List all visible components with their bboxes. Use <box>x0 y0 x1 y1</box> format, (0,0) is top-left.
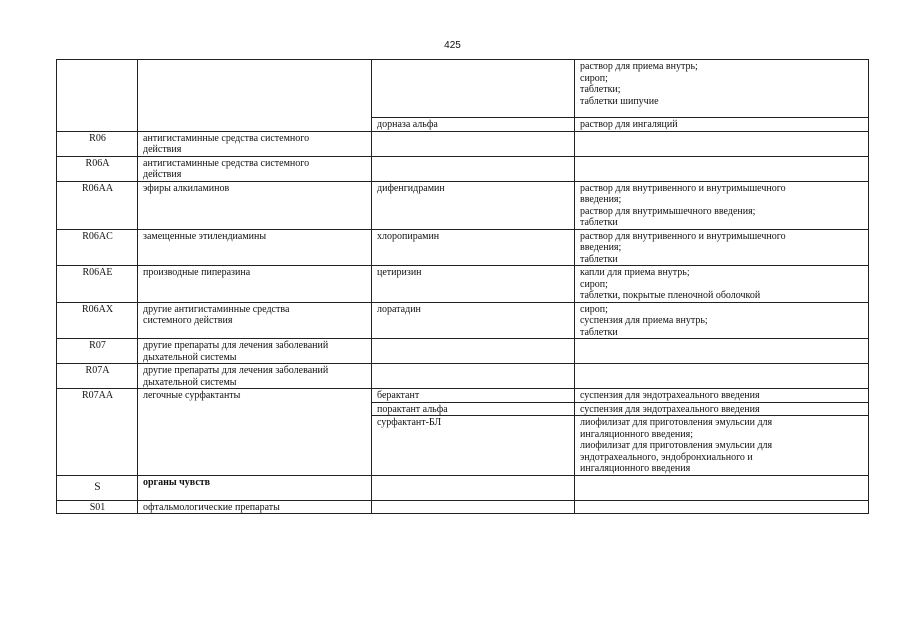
dosage-form-line: сироп; <box>580 72 608 84</box>
atc-group-name-cell <box>138 229 372 266</box>
dosage-forms-cell <box>575 131 869 156</box>
dosage-forms-cell <box>575 339 869 364</box>
group-name-line: другие препараты для лечения заболеваний <box>143 365 329 376</box>
atc-group-name-cell <box>138 60 372 132</box>
dosage-form-line: введения; <box>580 242 622 253</box>
dosage-form-line: раствор для внутримышечного введения; <box>580 205 756 217</box>
drug-name-cell: дорназа альфа <box>372 118 575 132</box>
drug-name-cell <box>372 475 575 500</box>
drug-name-cell <box>372 364 575 389</box>
dosage-form-line: эндотрахеального, эндобронхиального и <box>580 451 753 463</box>
dosage-forms-cell <box>575 475 869 500</box>
atc-group-name-cell <box>138 475 372 500</box>
atc-code-cell: R06AA <box>57 181 138 229</box>
dosage-forms-cell <box>575 181 869 229</box>
atc-code-cell: R06AC <box>57 229 138 266</box>
dosage-forms-cell <box>575 389 869 403</box>
dosage-form-line: лиофилизат для приготовления эмульсии для <box>580 440 773 451</box>
group-name-line: действия <box>143 169 182 180</box>
group-name-line: легочные сурфактанты <box>143 390 241 401</box>
dosage-form-line: таблетки <box>580 253 618 265</box>
atc-group-name-cell <box>138 364 372 389</box>
drug-name-cell <box>372 339 575 364</box>
dosage-form-line: раствор для внутривенного и внутримышечного <box>580 182 786 194</box>
dosage-forms-cell <box>575 364 869 389</box>
atc-group-name-cell <box>138 266 372 303</box>
group-name-line: органы чувств <box>143 476 211 488</box>
atc-code-cell <box>57 60 138 132</box>
atc-code-cell: S <box>57 475 138 500</box>
group-name-line: антигистаминные средства системного <box>143 157 310 169</box>
drug-name-cell: лоратадин <box>372 302 575 339</box>
atc-group-name-cell <box>138 302 372 339</box>
dosage-form-line: суспензия для эндотрахеального введения <box>580 390 760 401</box>
atc-code-cell: R06A <box>57 156 138 181</box>
dosage-forms-cell <box>575 416 869 476</box>
drug-name-cell <box>372 156 575 181</box>
drug-name-cell <box>372 131 575 156</box>
dosage-forms-cell <box>575 402 869 416</box>
drug-name-cell: берактант <box>372 389 575 403</box>
dosage-form-line: таблетки, покрытые пленочной оболочкой <box>580 290 761 301</box>
atc-group-name-cell <box>138 389 372 476</box>
group-name-line: антигистаминные средства системного <box>143 132 310 144</box>
dosage-form-line: лиофилизат для приготовления эмульсии для <box>580 417 773 428</box>
dosage-forms-cell <box>575 118 869 132</box>
dosage-form-line: раствор для ингаляций <box>580 119 678 130</box>
dosage-form-line: сироп; <box>580 303 608 315</box>
dosage-form-line: ингаляционного введения; <box>580 428 693 440</box>
dosage-form-line: таблетки <box>580 217 618 228</box>
group-name-line: производные пиперазина <box>143 267 251 278</box>
atc-drug-table <box>56 59 869 514</box>
table-row <box>57 181 869 229</box>
dosage-form-line: капли для приема внутрь; <box>580 267 690 278</box>
table-row <box>57 500 869 514</box>
table-row <box>57 229 869 266</box>
drug-name-cell: хлоропирамин <box>372 229 575 266</box>
table-row <box>57 475 869 500</box>
dosage-forms-cell <box>575 500 869 514</box>
page-number: 425 <box>444 40 461 51</box>
group-name-line: дыхательной системы <box>143 351 237 363</box>
atc-group-name-cell <box>138 500 372 514</box>
table-row <box>57 389 869 403</box>
drug-name-cell: цетиризин <box>372 266 575 303</box>
group-name-line: офтальмологические препараты <box>143 501 280 513</box>
dosage-forms-cell <box>575 229 869 266</box>
atc-code-cell: R06AX <box>57 302 138 339</box>
dosage-form-line: введения; <box>580 194 622 205</box>
atc-code-cell: S01 <box>57 500 138 514</box>
dosage-forms-cell <box>575 302 869 339</box>
dosage-form-line: ингаляционного введения <box>580 463 691 474</box>
table-row <box>57 60 869 118</box>
drug-name-cell: сурфактант-БЛ <box>372 416 575 476</box>
atc-group-name-cell <box>138 339 372 364</box>
drug-name-cell <box>372 60 575 118</box>
dosage-form-line: суспензия для эндотрахеального введения <box>580 403 760 415</box>
atc-group-name-cell <box>138 131 372 156</box>
table-row <box>57 131 869 156</box>
atc-group-name-cell <box>138 181 372 229</box>
dosage-form-line: таблетки <box>580 326 618 338</box>
dosage-form-line: суспензия для приема внутрь; <box>580 315 708 326</box>
drug-name-cell: порактант альфа <box>372 402 575 416</box>
dosage-form-line: раствор для внутривенного и внутримышечного <box>580 230 786 242</box>
atc-code-cell: R06AE <box>57 266 138 303</box>
table-row <box>57 266 869 303</box>
atc-code-cell: R07AA <box>57 389 138 476</box>
group-name-line: другие антигистаминные средства <box>143 303 290 315</box>
group-name-line: дыхательной системы <box>143 376 237 388</box>
dosage-form-line: раствор для приема внутрь; <box>580 61 698 72</box>
dosage-forms-cell <box>575 60 869 118</box>
atc-group-name-cell <box>138 156 372 181</box>
table-row <box>57 302 869 339</box>
dosage-form-line: таблетки шипучие <box>580 95 659 107</box>
dosage-forms-cell <box>575 156 869 181</box>
atc-code-cell: R07 <box>57 339 138 364</box>
table-row <box>57 339 869 364</box>
dosage-form-line: сироп; <box>580 278 608 290</box>
group-name-line: системного действия <box>143 315 233 326</box>
group-name-line: эфиры алкиламинов <box>143 182 230 194</box>
drug-name-cell: дифенгидрамин <box>372 181 575 229</box>
table-row <box>57 364 869 389</box>
table-row <box>57 156 869 181</box>
atc-code-cell: R06 <box>57 131 138 156</box>
dosage-forms-cell <box>575 266 869 303</box>
drug-name-cell <box>372 500 575 514</box>
atc-code-cell: R07A <box>57 364 138 389</box>
group-name-line: замещенные этилендиамины <box>143 230 267 242</box>
group-name-line: действия <box>143 144 182 155</box>
dosage-form-line: таблетки; <box>580 84 621 95</box>
group-name-line: другие препараты для лечения заболеваний <box>143 340 329 351</box>
